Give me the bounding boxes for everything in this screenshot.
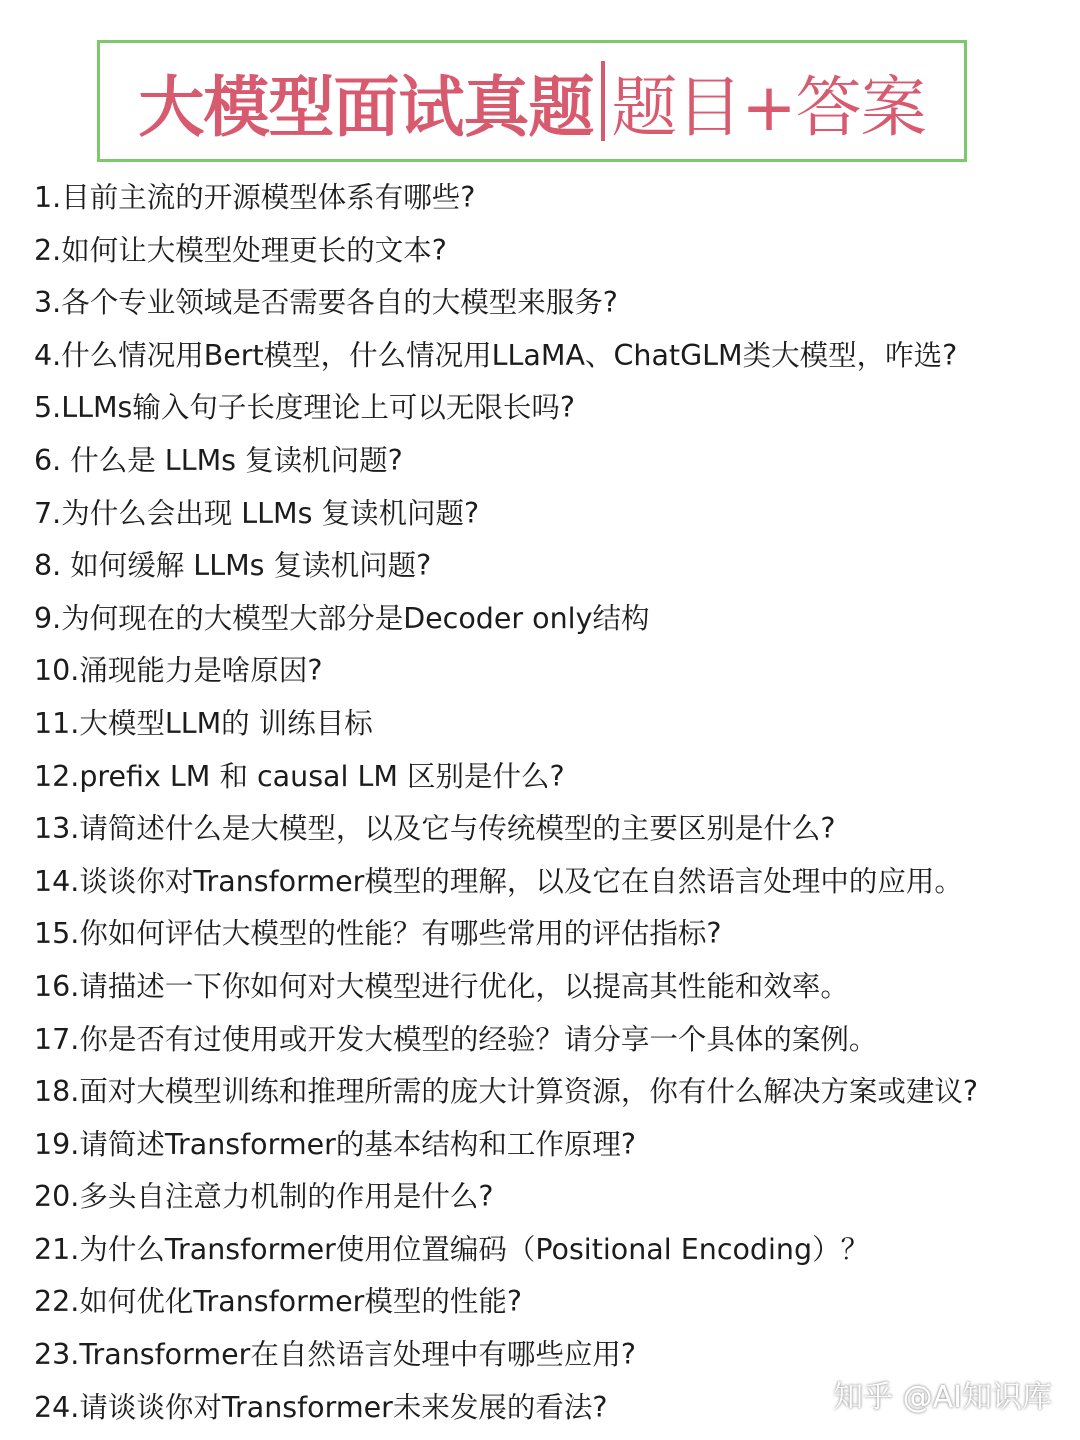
- question-item: 19.请简述Transformer的基本结构和工作原理?: [34, 1127, 636, 1161]
- title-main: 大模型面试真题: [138, 68, 594, 146]
- question-item: 15.你如何评估大模型的性能？有哪些常用的评估指标?: [34, 917, 722, 951]
- question-item: 18.面对大模型训练和推理所需的庞大计算资源，你有什么解决方案或建议?: [34, 1075, 978, 1109]
- question-item: 5.LLMs输入句子长度理论上可以无限长吗?: [34, 391, 576, 425]
- question-item: 16.请描述一下你如何对大模型进行优化，以提高其性能和效率。: [34, 969, 849, 1003]
- title-sub: 题目+答案: [611, 68, 926, 146]
- question-item: 1.目前主流的开源模型体系有哪些?: [34, 181, 476, 214]
- question-item: 14.谈谈你对Transformer模型的理解，以及它在自然语言处理中的应用。: [34, 864, 963, 898]
- question-item: 12.prefix LM 和 causal LM 区别是什么?: [34, 759, 565, 793]
- question-item: 2.如何让大模型处理更长的文本?: [34, 233, 447, 267]
- page-title: [138, 54, 925, 149]
- question-list: [34, 172, 1074, 1434]
- question-item: 20.多头自注意力机制的作用是什么?: [34, 1180, 494, 1214]
- question-item: 17.你是否有过使用或开发大模型的经验？请分享一个具体的案例。: [34, 1022, 878, 1056]
- question-item: 24.请谈谈你对Transformer未来发展的看法?: [34, 1390, 608, 1424]
- title-separator: [601, 61, 605, 141]
- question-item: 13.请简述什么是大模型，以及它与传统模型的主要区别是什么?: [34, 812, 836, 846]
- question-item: 22.如何优化Transformer模型的性能?: [34, 1285, 522, 1319]
- question-item: 11.大模型LLM的 训练目标: [34, 706, 373, 740]
- question-item: 8. 如何缓解 LLMs 复读机问题?: [34, 549, 432, 583]
- question-item: 21.为什么Transformer使用位置编码（Positional Encoding）？: [34, 1232, 870, 1266]
- question-item: 10.涌现能力是啥原因?: [34, 654, 323, 688]
- question-item: 23.Transformer在自然语言处理中有哪些应用?: [34, 1338, 636, 1372]
- question-item: 6. 什么是 LLMs 复读机问题?: [34, 443, 403, 477]
- question-item: 3.各个专业领域是否需要各自的大模型来服务?: [34, 286, 618, 320]
- question-item: 4.什么情况用Bert模型，什么情况用LLaMA、ChatGLM类大模型，咋选?: [34, 338, 958, 372]
- question-item: 9.为何现在的大模型大部分是Decoder only结构: [34, 601, 650, 635]
- watermark: 知乎 @AI知识库: [833, 1380, 1052, 1415]
- title-box: [97, 40, 967, 162]
- question-item: 7.为什么会出现 LLMs 复读机问题?: [34, 496, 480, 530]
